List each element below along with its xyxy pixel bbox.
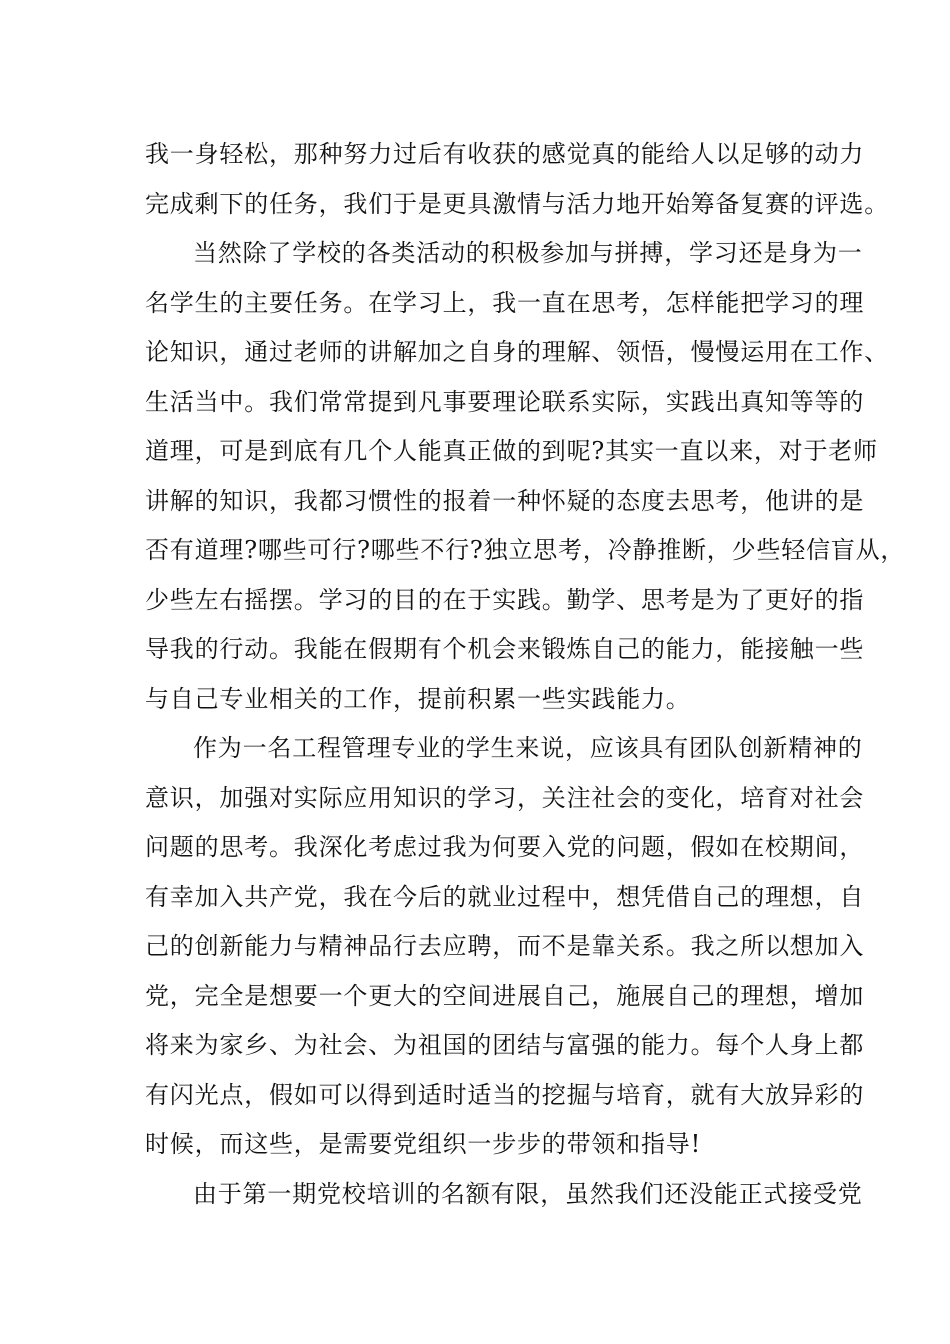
body-text (145, 130, 906, 1219)
text-line: 与自己专业相关的工作，提前积累一些实践能力。 (145, 684, 691, 713)
text-line: 生活当中。我们常常提到凡事要理论联系实际，实践出真知等等的 (145, 387, 865, 416)
text-line: 意识，加强对实际应用知识的学习，关注社会的变化，培育对社会 (145, 783, 865, 812)
text-line: 由于第一期党校培训的名额有限，虽然我们还没能正式接受党 (193, 1179, 863, 1208)
text-line: 问题的思考。我深化考虑过我为何要入党的问题，假如在校期间， (145, 833, 865, 861)
text-line: 己的创新能力与精神品行去应聘，而不是靠关系。我之所以想加入 (145, 932, 865, 960)
text-line: 当然除了学校的各类活动的积极参加与拼搏，学习还是身为一 (193, 239, 863, 267)
text-line: 论知识，通过老师的讲解加之自身的理解、领悟，慢慢运用在工作、 (145, 338, 889, 366)
text-line: 完成剩下的任务，我们于是更具激情与活力地开始筹备复赛的评选。 (145, 189, 889, 218)
text-line: 讲解的知识，我都习惯性的报着一种怀疑的态度去思考，他讲的是 (145, 486, 865, 515)
text-line: 有幸加入共产党，我在今后的就业过程中，想凭借自己的理想，自 (145, 882, 865, 911)
text-line: 导我的行动。我能在假期有个机会来锻炼自己的能力，能接触一些 (145, 635, 865, 663)
text-line: 有闪光点，假如可以得到适时适当的挖掘与培育，就有大放异彩的 (145, 1080, 865, 1109)
text-line: 否有道理?哪些可行?哪些不行?独立思考，冷静推断，少些轻信盲从， (145, 536, 906, 564)
text-line: 道理，可是到底有几个人能真正做的到呢?其实一直以来，对于老师 (145, 437, 878, 465)
text-line: 作为一名工程管理专业的学生来说，应该具有团队创新精神的 (193, 734, 863, 762)
text-line: 党，完全是想要一个更大的空间进展自己，施展自己的理想，增加 (145, 981, 865, 1010)
text-line: 时候，而这些，是需要党组织一步步的带领和指导! (145, 1130, 702, 1158)
text-line: 名学生的主要任务。在学习上，我一直在思考，怎样能把学习的理 (145, 288, 865, 317)
text-line: 少些左右摇摆。学习的目的在于实践。勤学、思考是为了更好的指 (145, 585, 865, 614)
text-line: 将来为家乡、为社会、为祖国的团结与富强的能力。每个人身上都 (145, 1031, 865, 1059)
text-line: 我一身轻松，那种努力过后有收获的感觉真的能给人以足够的动力 (145, 140, 865, 168)
